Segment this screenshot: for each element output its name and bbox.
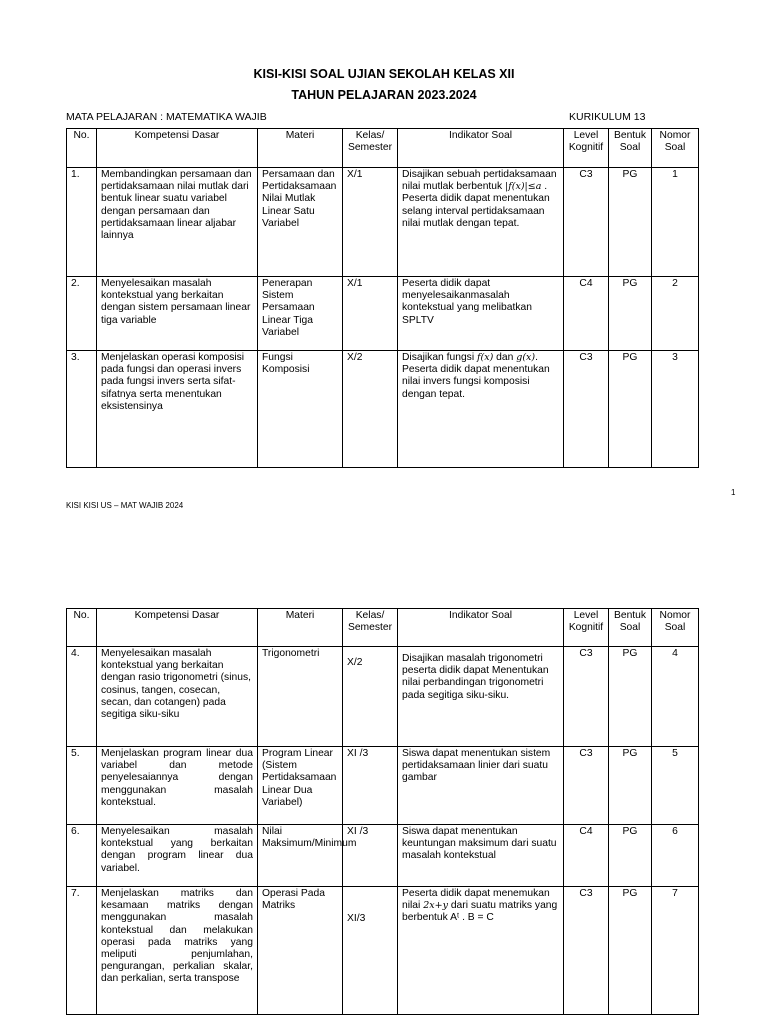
cell-no: 2. bbox=[67, 277, 97, 351]
document-subtitle: TAHUN PELAJARAN 2023.2024 bbox=[291, 88, 477, 102]
cell-kd: Menjelaskan operasi komposisi pada fungsi dan operasi invers pada fungsi invers serta sifat-sifatnya serta menentukan eksistensinya bbox=[97, 351, 258, 468]
math-expression: g(x) bbox=[516, 352, 536, 363]
cell-level: C3 bbox=[564, 647, 609, 747]
cell-level: C3 bbox=[564, 887, 609, 1015]
cell-nomor: 1 bbox=[652, 168, 699, 277]
cell-no: 5. bbox=[67, 747, 97, 825]
cell-bentuk: PG bbox=[609, 887, 652, 1015]
col-header-kd: Kompetensi Dasar bbox=[97, 609, 258, 647]
cell-kelas: X/1 bbox=[343, 168, 398, 277]
cell-no: 1. bbox=[67, 168, 97, 277]
cell-materi: Fungsi Komposisi bbox=[258, 351, 343, 468]
cell-indikator: Peserta didik dapat menemukan nilai 2x+y dari suatu matriks yang berbentuk Aᵗ . B = C bbox=[398, 887, 564, 1015]
col-header-kd: Kompetensi Dasar bbox=[97, 129, 258, 168]
cell-materi: Persamaan dan Pertidaksamaan Nilai Mutlak Linear Satu Variabel bbox=[258, 168, 343, 277]
cell-bentuk: PG bbox=[609, 277, 652, 351]
cell-level: C4 bbox=[564, 277, 609, 351]
col-header-kelas: Kelas/ Semester bbox=[343, 129, 398, 168]
cell-indikator: Siswa dapat menentukan sistem pertidaksamaan linier dari suatu gambar bbox=[398, 747, 564, 825]
math-expression: |f(x)|≤a bbox=[505, 181, 542, 193]
cell-nomor: 2 bbox=[652, 277, 699, 351]
cell-level: C3 bbox=[564, 168, 609, 277]
document-title: KISI-KISI SOAL UJIAN SEKOLAH KELAS XII bbox=[253, 67, 515, 81]
cell-nomor: 4 bbox=[652, 647, 699, 747]
cell-nomor: 7 bbox=[652, 887, 699, 1015]
cell-kd: Menjelaskan program linear dua variabel dan metode penyelesaiannya dengan menggunakan masalah kontekstual. bbox=[97, 747, 258, 825]
cell-bentuk: PG bbox=[609, 351, 652, 468]
table-row bbox=[67, 887, 699, 1015]
col-header-indikator: Indikator Soal bbox=[398, 129, 564, 168]
cell-nomor: 6 bbox=[652, 825, 699, 887]
cell-no: 3. bbox=[67, 351, 97, 468]
cell-kd: Menyelesaikan masalah kontekstual yang berkaitan dengan rasio trigonometri (sinus, cosinus, tangen, cosecan, secan, dan cotangen) pada segitiga siku-siku bbox=[97, 647, 258, 747]
cell-bentuk: PG bbox=[609, 747, 652, 825]
cell-kelas: X/2 bbox=[343, 351, 398, 468]
col-header-no: No. bbox=[67, 609, 97, 647]
cell-nomor: 5 bbox=[652, 747, 699, 825]
col-header-nomor: Nomor Soal bbox=[652, 129, 699, 168]
table-header-row bbox=[67, 129, 699, 168]
cell-no: 6. bbox=[67, 825, 97, 887]
table-row bbox=[67, 747, 699, 825]
cell-level: C3 bbox=[564, 351, 609, 468]
cell-bentuk: PG bbox=[609, 168, 652, 277]
table-row bbox=[67, 168, 699, 277]
cell-indikator: Disajikan sebuah pertidaksamaan nilai mutlak berbentuk |f(x)|≤a . Peserta didik dapat menentukan selang interval pertidaksamaan nilai mutlak dengan tepat. bbox=[398, 168, 564, 277]
col-header-level: Level Kognitif bbox=[564, 129, 609, 168]
table-row bbox=[67, 277, 699, 351]
page-footer: KISI KISI US – MAT WAJIB 2024 bbox=[66, 501, 184, 510]
kisi-table-page-2 bbox=[66, 608, 699, 1015]
cell-materi: Penerapan Sistem Persamaan Linear Tiga Variabel bbox=[258, 277, 343, 351]
col-header-indikator: Indikator Soal bbox=[398, 609, 564, 647]
cell-nomor: 3 bbox=[652, 351, 699, 468]
col-header-kelas: Kelas/ Semester bbox=[343, 609, 398, 647]
cell-kd: Membandingkan persamaan dan pertidaksamaan nilai mutlak dari bentuk linear suatu variabel dengan persamaan dan pertidaksamaan linear aljabar lainnya bbox=[97, 168, 258, 277]
col-header-bentuk: Bentuk Soal bbox=[609, 609, 652, 647]
cell-kelas: X/1 bbox=[343, 277, 398, 351]
table-row bbox=[67, 825, 699, 887]
cell-indikator: Disajikan masalah trigonometri peserta didik dapat Menentukan nilai perbandingan trigonometri pada segitiga siku-siku. bbox=[398, 647, 564, 747]
math-expression: f(x) bbox=[477, 352, 494, 363]
cell-level: C4 bbox=[564, 825, 609, 887]
cell-kd: Menyelesaikan masalah kontekstual yang berkaitan dengan sistem persamaan linear tiga variable bbox=[97, 277, 258, 351]
cell-kelas: X/2 bbox=[343, 647, 398, 747]
page-number: 1 bbox=[731, 488, 736, 497]
kisi-table-page-1 bbox=[66, 128, 699, 468]
cell-indikator: Peserta didik dapat menyelesaikanmasalah kontekstual yang melibatkan SPLTV bbox=[398, 277, 564, 351]
cell-materi: Trigonometri bbox=[258, 647, 343, 747]
cell-indikator: Disajikan fungsi f(x) dan g(x). Peserta didik dapat menentukan nilai invers fungsi komposisi dengan tepat. bbox=[398, 351, 564, 468]
cell-bentuk: PG bbox=[609, 647, 652, 747]
cell-kelas: XI /3 bbox=[343, 747, 398, 825]
cell-kelas: XI /3 bbox=[343, 825, 398, 887]
cell-kd: Menyelesaikan masalah kontekstual yang berkaitan dengan program linear dua variabel. bbox=[97, 825, 258, 887]
table-header-row bbox=[67, 609, 699, 647]
cell-bentuk: PG bbox=[609, 825, 652, 887]
table-row bbox=[67, 647, 699, 747]
cell-level: C3 bbox=[564, 747, 609, 825]
cell-materi: Nilai Maksimum/Minimum bbox=[258, 825, 343, 887]
col-header-nomor: Nomor Soal bbox=[652, 609, 699, 647]
subject-label: MATA PELAJARAN : MATEMATIKA WAJIB bbox=[66, 111, 267, 123]
cell-no: 4. bbox=[67, 647, 97, 747]
col-header-materi: Materi bbox=[258, 129, 343, 168]
col-header-level: Level Kognitif bbox=[564, 609, 609, 647]
table-row bbox=[67, 351, 699, 468]
col-header-materi: Materi bbox=[258, 609, 343, 647]
col-header-no: No. bbox=[67, 129, 97, 168]
cell-materi: Program Linear (Sistem Pertidaksamaan Linear Dua Variabel) bbox=[258, 747, 343, 825]
cell-indikator: Siswa dapat menentukan keuntungan maksimum dari suatu masalah kontekstual bbox=[398, 825, 564, 887]
col-header-bentuk: Bentuk Soal bbox=[609, 129, 652, 168]
curriculum-label: KURIKULUM 13 bbox=[569, 111, 646, 123]
math-expression: 2x+y bbox=[423, 900, 448, 912]
cell-no: 7. bbox=[67, 887, 97, 1015]
cell-kd: Menjelaskan matriks dan kesamaan matriks dengan menggunakan masalah kontekstual dan melakukan operasi pada matriks yang meliputi penjumlahan, pengurangan, perkalian skalar, dan perkalian, serta transpose bbox=[97, 887, 258, 1015]
cell-materi: Operasi Pada Matriks bbox=[258, 887, 343, 1015]
cell-kelas: XI/3 bbox=[343, 887, 398, 1015]
